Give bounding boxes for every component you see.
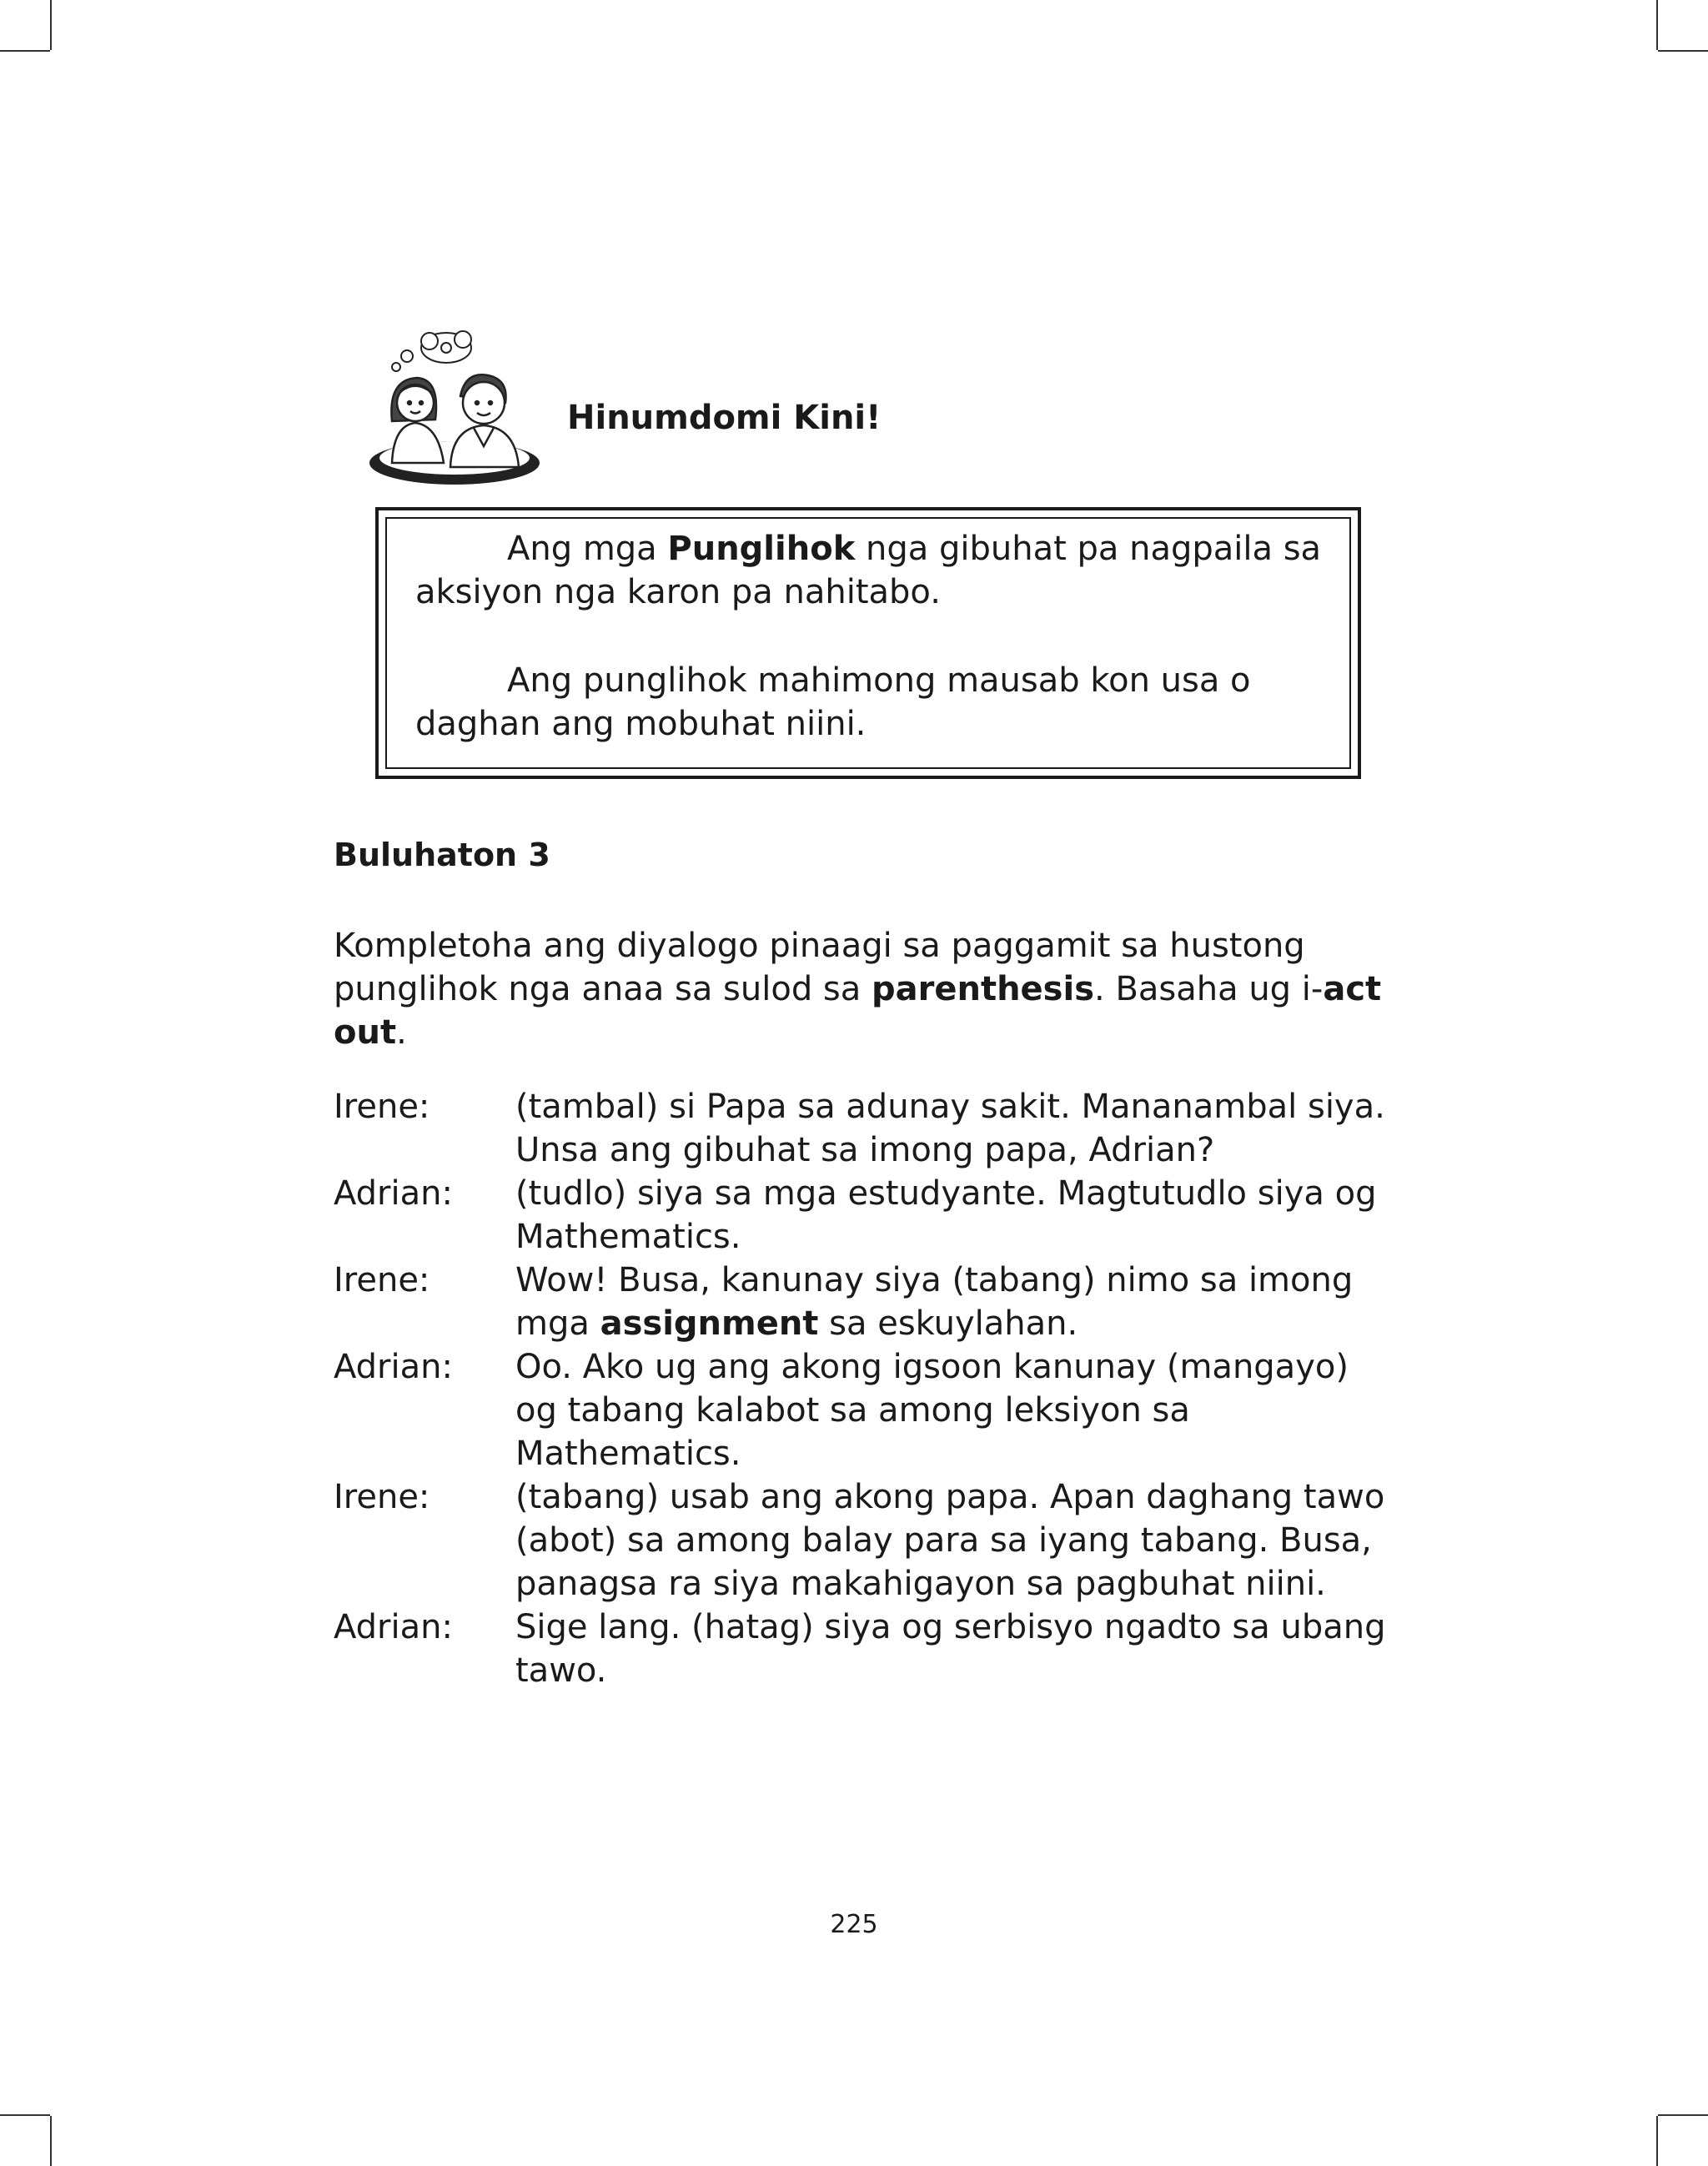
- crop-mark-bottom-right: [1656, 2116, 1658, 2166]
- speaker: Irene:: [334, 1478, 430, 1516]
- dialogue-row: [334, 1606, 1418, 1692]
- speaker: Adrian:: [334, 1608, 453, 1646]
- reminder-paragraph-2: Ang punglihok mahimong mausab kon usa o daghan ang mobuhat niini.: [415, 661, 1251, 743]
- dialogue-row: [334, 1345, 1418, 1475]
- dialogue: [334, 1085, 1418, 1692]
- section-title: Buluhaton 3: [334, 837, 550, 873]
- page-number: 225: [830, 1910, 878, 1939]
- dialogue-line-bold: assignment: [600, 1304, 819, 1343]
- speaker: Adrian:: [334, 1348, 453, 1386]
- dialogue-line: Sige lang. (hatag) siya og serbisyo ngadto sa ubang tawo.: [515, 1608, 1386, 1690]
- dialogue-line: (tudlo) siya sa mga estudyante. Magtutudlo siya og Mathematics.: [515, 1174, 1377, 1256]
- dialogue-line: (tambal) si Papa sa adunay sakit. Mananambal siya. Unsa ang gibuhat sa imong papa, Adrian?: [515, 1088, 1385, 1169]
- instr-part-2: . Basaha ug i-: [1094, 970, 1324, 1008]
- crop-mark-top-right: [1656, 0, 1658, 50]
- dialogue-line: [515, 1259, 1399, 1345]
- reminder-paragraph-1: [415, 527, 1333, 614]
- instr-part-3: .: [396, 1013, 407, 1052]
- speaker: Irene:: [334, 1261, 430, 1299]
- dialogue-line-pre: Wow! Busa, kanunay siya (tabang) nimo sa imong mga: [515, 1261, 1354, 1343]
- children-thinking-illustration: [367, 329, 546, 488]
- dialogue-row: [334, 1085, 1418, 1172]
- reminder-p1-lead: Ang mga: [507, 530, 668, 568]
- dialogue-line: (tabang) usab ang akong papa. Apan daghang tawo (abot) sa among balay para sa iyang tabang. Busa, panagsa ra siya makahigayon sa pagbuhat niini.: [515, 1478, 1385, 1603]
- crop-mark-top-left-h: [0, 50, 50, 52]
- instr-part-1: Kompletoha ang diyalogo pinaagi sa paggamit sa hustong punglihok nga anaa sa sulod sa: [334, 927, 1305, 1008]
- crop-mark-bottom-right-h: [1658, 2114, 1708, 2116]
- instr-bold-1: parenthesis: [872, 970, 1095, 1008]
- crop-mark-top-right-h: [1658, 50, 1708, 52]
- dialogue-row: [334, 1172, 1418, 1259]
- reminder-box: [375, 507, 1361, 779]
- reminder-p1-bold: Punglihok: [667, 530, 856, 568]
- crop-mark-bottom-left: [50, 2116, 52, 2166]
- instr-bold-2: act out: [334, 970, 1382, 1052]
- speaker: Adrian:: [334, 1174, 453, 1213]
- dialogue-line: Oo. Ako ug ang akong igsoon kanunay (mangayo) og tabang kalabot sa among leksiyon sa Mathematics.: [515, 1348, 1349, 1473]
- reminder-p1-rest: nga gibuhat pa nagpaila sa aksiyon nga karon pa nahitabo.: [415, 530, 1322, 611]
- crop-mark-bottom-left-h: [0, 2114, 50, 2116]
- reminder-heading: Hinumdomi Kini!: [567, 399, 882, 437]
- instructions: [334, 924, 1401, 1054]
- speaker: Irene:: [334, 1088, 430, 1126]
- dialogue-row: [334, 1259, 1418, 1345]
- dialogue-line-post: sa eskuylahan.: [818, 1304, 1078, 1343]
- dialogue-row: [334, 1475, 1418, 1606]
- crop-mark-top-left: [50, 0, 52, 50]
